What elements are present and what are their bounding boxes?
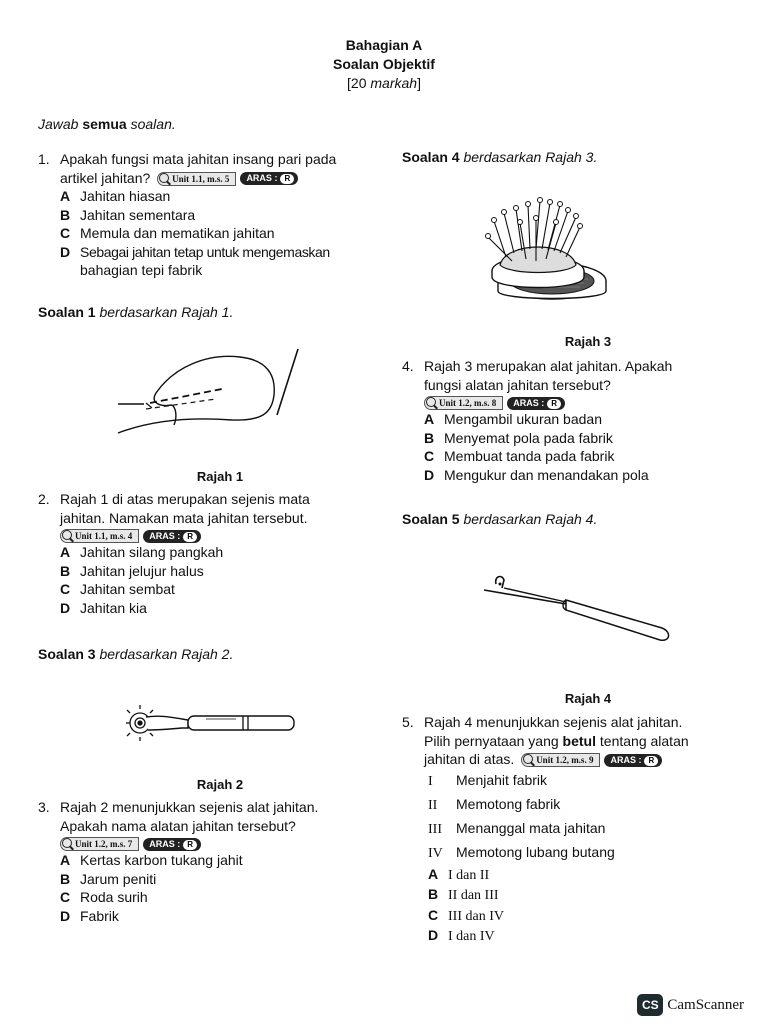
instruction-bold: semua bbox=[82, 116, 127, 132]
reference-badge bbox=[521, 753, 662, 767]
ref-italic: berdasarkan Rajah 1. bbox=[99, 304, 234, 320]
option-text: Roda surih bbox=[80, 889, 148, 906]
reference-badge bbox=[157, 172, 298, 186]
option-letter: C bbox=[60, 225, 71, 241]
question-text: Rajah 1 di atas merupakan sejenis mata bbox=[60, 491, 310, 507]
section-subtitle: Soalan Objektif bbox=[333, 56, 435, 72]
figure-reference-3 bbox=[38, 645, 233, 664]
tracing-wheel-figure bbox=[126, 703, 298, 743]
level-badge bbox=[143, 530, 201, 543]
unit-ref: Unit 1.1, m.s. 5 bbox=[172, 173, 230, 184]
ref-italic: berdasarkan Rajah 3. bbox=[463, 149, 598, 165]
level-badge bbox=[240, 172, 298, 185]
figure-caption: Rajah 2 bbox=[196, 777, 244, 792]
ref-italic: berdasarkan Rajah 4. bbox=[463, 511, 598, 527]
option-letter: D bbox=[428, 927, 439, 943]
question-text: Rajah 3 merupakan alat jahitan. Apakah bbox=[424, 358, 673, 374]
statement-roman: I bbox=[428, 773, 433, 789]
option-letter: D bbox=[60, 599, 71, 616]
marks-label bbox=[0, 75, 768, 91]
option-letter: D bbox=[424, 466, 435, 483]
option-letter: A bbox=[60, 852, 71, 869]
option-text: Jahitan hiasan bbox=[80, 188, 171, 204]
search-icon bbox=[521, 753, 600, 767]
reference-badge bbox=[60, 837, 201, 851]
question-number: 4. bbox=[402, 358, 414, 374]
option-letter: C bbox=[60, 581, 71, 598]
option-text: Mengukur dan menandakan pola bbox=[444, 466, 649, 483]
unit-ref: Unit 1.2, m.s. 9 bbox=[536, 755, 594, 766]
instruction bbox=[38, 115, 176, 134]
option-text: Jarum peniti bbox=[80, 870, 157, 887]
figure-reference-5 bbox=[402, 510, 597, 529]
option-text: I dan IV bbox=[448, 929, 495, 944]
level-label: ARAS : bbox=[149, 838, 181, 849]
figure-reference-1 bbox=[38, 303, 233, 322]
option-letter: B bbox=[60, 206, 71, 223]
option-letter: A bbox=[60, 544, 71, 561]
figure-caption: Rajah 4 bbox=[564, 691, 612, 706]
level-value: R bbox=[280, 174, 294, 184]
option-text: Jahitan sembat bbox=[80, 581, 175, 598]
option-letter: C bbox=[60, 889, 71, 906]
option-letter: C bbox=[424, 448, 435, 465]
search-icon bbox=[60, 837, 139, 851]
stitch-figure bbox=[112, 345, 312, 440]
seam-ripper-figure bbox=[482, 570, 678, 646]
option-text: Fabrik bbox=[80, 907, 119, 924]
reference-badge bbox=[424, 396, 565, 410]
ref-bold: Soalan 3 bbox=[38, 646, 96, 662]
option-text: Jahitan sementara bbox=[80, 206, 196, 223]
statement-roman: II bbox=[428, 797, 438, 813]
option-text-cont: bahagian tepi fabrik bbox=[80, 262, 203, 278]
search-icon bbox=[60, 529, 139, 543]
question-text: fungsi alatan jahitan tersebut? bbox=[424, 376, 611, 393]
option-letter: B bbox=[60, 562, 71, 579]
marks-word: markah bbox=[370, 75, 418, 91]
figure-reference-4 bbox=[402, 148, 597, 167]
level-value: R bbox=[547, 399, 561, 409]
search-icon bbox=[157, 172, 236, 186]
instruction-post: soalan. bbox=[130, 116, 176, 132]
unit-ref: Unit 1.1, m.s. 4 bbox=[75, 531, 133, 542]
option-text: Kertas karbon tukang jahit bbox=[80, 852, 243, 869]
camscanner-watermark bbox=[637, 994, 744, 1016]
level-value: R bbox=[183, 532, 197, 542]
question-text: Apakah nama alatan jahitan tersebut? bbox=[60, 817, 296, 834]
level-badge bbox=[143, 838, 201, 851]
question-number: 2. bbox=[38, 491, 50, 507]
option-letter: B bbox=[424, 429, 435, 446]
option-letter: A bbox=[428, 865, 439, 882]
instruction-pre: Jawab bbox=[38, 116, 79, 132]
level-label: ARAS : bbox=[610, 754, 642, 765]
question-text: jahitan di atas. bbox=[424, 751, 515, 767]
option-text: I dan II bbox=[448, 867, 490, 883]
option-letter: D bbox=[60, 243, 70, 260]
option-letter: A bbox=[424, 411, 435, 428]
question-text: artikel jahitan? bbox=[60, 169, 151, 186]
statement-text: Menanggal mata jahitan bbox=[456, 819, 606, 836]
level-label: ARAS : bbox=[513, 397, 545, 408]
question-number: 1. bbox=[38, 151, 50, 167]
question-text: tentang alatan bbox=[599, 732, 689, 749]
unit-ref: Unit 1.2, m.s. 7 bbox=[75, 839, 133, 850]
option-text: Sebagai jahitan tetap untuk mengemaskan bbox=[80, 243, 330, 260]
camscanner-text: CamScanner bbox=[667, 996, 744, 1013]
question-2 bbox=[38, 490, 378, 617]
statement-roman: IV bbox=[428, 845, 443, 861]
statement-text: Menjahit fabrik bbox=[456, 771, 548, 788]
level-label: ARAS : bbox=[149, 530, 181, 541]
question-4 bbox=[402, 357, 742, 484]
option-text: Membuat tanda pada fabrik bbox=[444, 448, 615, 465]
question-text: Apakah fungsi mata jahitan insang pari pada bbox=[60, 151, 337, 167]
level-value: R bbox=[183, 840, 197, 850]
question-number: 5. bbox=[402, 714, 414, 730]
question-text-bold: betul bbox=[562, 732, 596, 749]
option-letter: B bbox=[428, 886, 439, 902]
marks-open: [20 bbox=[347, 75, 371, 91]
option-text: Jahitan jelujur halus bbox=[80, 562, 204, 579]
option-letter: A bbox=[60, 188, 71, 204]
question-number: 3. bbox=[38, 799, 50, 815]
option-letter: D bbox=[60, 907, 71, 924]
statement-roman: III bbox=[428, 821, 442, 837]
level-badge bbox=[604, 754, 662, 767]
option-letter: B bbox=[60, 870, 71, 887]
reference-badge bbox=[60, 529, 201, 543]
option-text: Menyemat pola pada fabrik bbox=[444, 429, 613, 446]
question-1 bbox=[38, 150, 378, 280]
ref-italic: berdasarkan Rajah 2. bbox=[99, 646, 234, 662]
ref-bold: Soalan 4 bbox=[402, 149, 460, 165]
level-value: R bbox=[644, 756, 658, 766]
question-text: Rajah 2 menunjukkan sejenis alat jahitan. bbox=[60, 799, 319, 815]
search-icon bbox=[424, 396, 503, 410]
figure-caption: Rajah 1 bbox=[196, 469, 244, 484]
camscanner-logo-icon: CS bbox=[637, 994, 663, 1016]
statement-text: Memotong fabrik bbox=[456, 795, 561, 812]
section-title: Bahagian A bbox=[345, 37, 423, 53]
question-text: jahitan. Namakan mata jahitan tersebut. bbox=[60, 509, 308, 526]
option-text: Jahitan kia bbox=[80, 599, 147, 616]
ref-bold: Soalan 1 bbox=[38, 304, 96, 320]
pin-cushion-figure bbox=[476, 183, 626, 313]
option-text: Jahitan silang pangkah bbox=[80, 544, 224, 561]
option-text: Memula dan mematikan jahitan bbox=[80, 225, 275, 241]
unit-ref: Unit 1.2, m.s. 8 bbox=[439, 398, 497, 409]
question-text: Rajah 4 menunjukkan sejenis alat jahitan. bbox=[424, 714, 683, 730]
marks-close: ] bbox=[417, 75, 421, 91]
level-label: ARAS : bbox=[246, 173, 278, 184]
question-5 bbox=[402, 713, 747, 947]
level-badge bbox=[507, 397, 565, 410]
option-text: Mengambil ukuran badan bbox=[444, 411, 602, 428]
statement-text: Memotong lubang butang bbox=[456, 843, 615, 860]
option-letter: C bbox=[428, 906, 439, 923]
ref-bold: Soalan 5 bbox=[402, 511, 460, 527]
option-text: III dan IV bbox=[448, 908, 504, 924]
question-text: Pilih pernyataan yang bbox=[424, 732, 559, 749]
option-text: II dan III bbox=[448, 888, 499, 903]
figure-caption: Rajah 3 bbox=[564, 334, 612, 349]
question-3 bbox=[38, 798, 378, 925]
